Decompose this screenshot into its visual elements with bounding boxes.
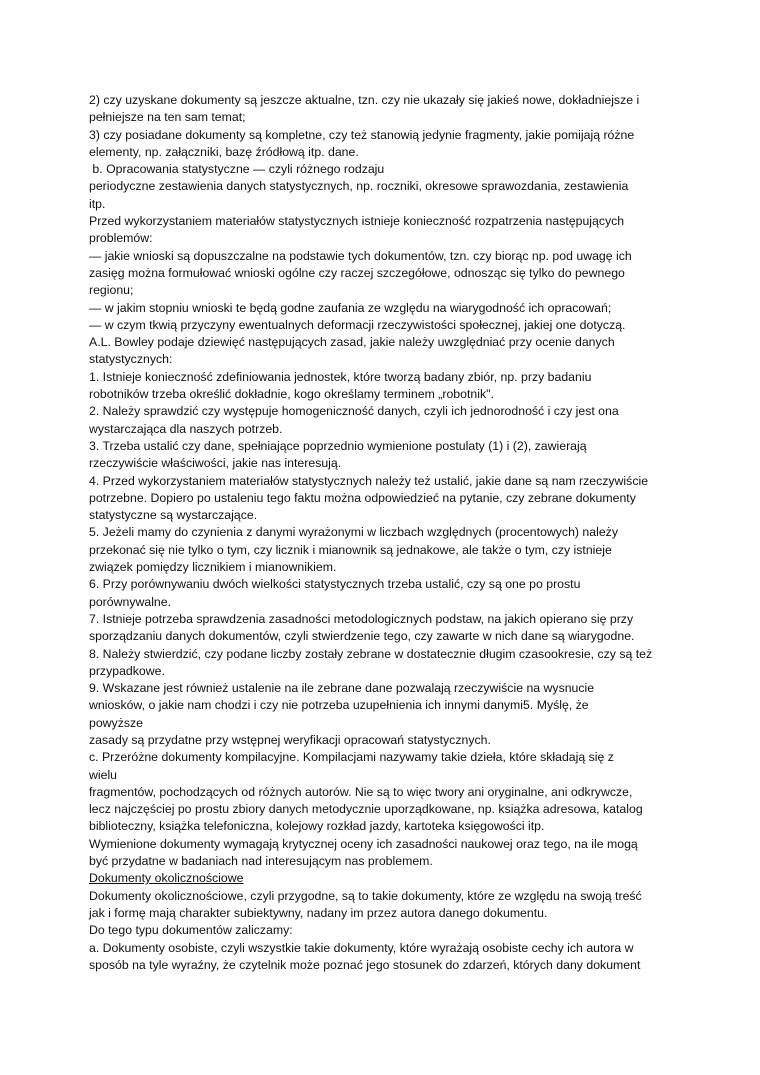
text-line: Dokumenty okolicznościowe, czyli przygodne, są to takie dokumenty, które ze względu na swoją treść xyxy=(89,888,642,903)
text-line: 4. Przed wykorzystaniem materiałów statystycznych należy też ustalić, jakie dane są nam rzeczywiście xyxy=(89,473,649,488)
text-line: pełniejsze na ten sam temat; xyxy=(89,110,246,125)
text-line: statystycznych: xyxy=(89,352,173,367)
text-line: 3) czy posiadane dokumenty są kompletne, czy też stanowią jedynie fragmenty, jakie pomijają różne xyxy=(89,127,635,142)
text-line: 8. Należy stwierdzić, czy podane liczby zostały zebrane w dostatecznie długim czasookresie, czy są też xyxy=(89,646,653,661)
text-line: związek pomiędzy licznikiem i mianownikiem. xyxy=(89,560,337,575)
text-line: 5. Jeżeli mamy do czynienia z danymi wyrażonymi w liczbach względnych (procentowych) należy xyxy=(89,525,618,540)
text-line: przekonać się nie tylko o tym, czy licznik i mianownik są jednakowe, ale także o tym, czy istnieje xyxy=(89,542,612,557)
text-line: Do tego typu dokumentów zaliczamy: xyxy=(89,923,293,938)
text-line: sporządzaniu danych dokumentów, czyli stwierdzenie tego, czy zawarte w nich dane są wiarygodne. xyxy=(89,629,635,644)
text-line: zasięg można formułować wnioski ogólne czy raczej szczegółowe, odnosząc się tylko do pewnego xyxy=(89,265,625,280)
text-line: regionu; xyxy=(89,283,134,298)
text-line: c. Przeróżne dokumenty kompilacyjne. Kompilacjami nazywamy takie dzieła, które składają się z xyxy=(89,750,614,765)
text-line: — jakie wnioski są dopuszczalne na podstawie tych dokumentów, tzn. czy biorąc np. pod uwagę ich xyxy=(89,248,632,263)
text-line: Przed wykorzystaniem materiałów statystycznych istnieje konieczność rozpatrzenia następujących xyxy=(89,214,625,229)
text-line: A.L. Bowley podaje dziewięć następujących zasad, jakie należy uwzględniać przy ocenie danych xyxy=(89,335,615,350)
text-line: itp. xyxy=(89,196,106,211)
text-line: potrzebne. Dopiero po ustaleniu tego faktu można odpowiedzieć na pytanie, czy zebrane dokumenty xyxy=(89,490,636,505)
text-line: rzeczywiście właściwości, jakie nas interesują. xyxy=(89,456,342,471)
text-line: periodyczne zestawienia danych statystycznych, np. roczniki, okresowe sprawozdania, zestawienia xyxy=(89,179,629,194)
text-line: elementy, np. załączniki, bazę źródłową itp. dane. xyxy=(89,144,359,159)
text-line: być przydatne w badaniach nad interesującym nas problemem. xyxy=(89,854,433,869)
text-line: 6. Przy porównywaniu dwóch wielkości statystycznych trzeba ustalić, czy są one po prostu xyxy=(89,577,581,592)
text-line: 3. Trzeba ustalić czy dane, spełniające poprzednio wymienione postulaty (1) i (2), zawierają xyxy=(89,438,587,453)
text-line: wniosków, o jakie nam chodzi i czy nie potrzeba uzupełnienia ich innymi danymi5. Myślę, że xyxy=(89,698,589,713)
text-line: zasady są przydatne przy wstępnej weryfikacji opracowań statystycznych. xyxy=(89,732,491,747)
text-line: problemów: xyxy=(89,231,153,246)
text-line: fragmentów, pochodzących od różnych autorów. Nie są to więc twory ani oryginalne, ani odkrywcze, xyxy=(89,784,633,799)
text-line: statystyczne są wystarczające. xyxy=(89,508,258,523)
text-line: 1. Istnieje konieczność zdefiniowania jednostek, które tworzą badany zbiór, np. przy badaniu xyxy=(89,369,592,384)
section-heading: Dokumenty okolicznościowe xyxy=(89,871,244,886)
text-line: 2) czy uzyskane dokumenty są jeszcze aktualne, tzn. czy nie ukazały się jakieś nowe, dokładniejsze i xyxy=(89,93,640,107)
text-line: 7. Istnieje potrzeba sprawdzenia zasadności metodologicznych podstaw, na jakich opierano się przy xyxy=(89,611,634,626)
text-line: powyższe xyxy=(89,715,143,730)
text-line: 2. Należy sprawdzić czy występuje homogeniczność danych, czyli ich jednorodność i czy jest ona xyxy=(89,404,619,419)
text-line: — w czym tkwią przyczyny ewentualnych deformacji rzeczywistości społecznej, jakiej one dotyczą. xyxy=(89,317,626,332)
text-line: wielu xyxy=(89,767,118,782)
text-line: robotników trzeba określić dokładnie, kogo określamy terminem „robotnik". xyxy=(89,387,494,402)
text-line: — w jakim stopniu wnioski te będą godne zaufania ze względu na wiarygodność ich opracowań; xyxy=(89,300,612,315)
text-line: a. Dokumenty osobiste, czyli wszystkie takie dokumenty, które wyrażają osobiste cechy ich autora w xyxy=(89,940,634,955)
text-line: sposób na tyle wyraźny, że czytelnik może poznać jego stosunek do zdarzeń, których dany dokument xyxy=(89,957,641,972)
text-line: b. Opracowania statystyczne — czyli różnego rodzaju xyxy=(89,162,385,177)
text-line: lecz najczęściej po prostu zbiory danych metodycznie uporządkowane, np. książka adresowa, katalog xyxy=(89,802,643,817)
text-line: biblioteczny, książka telefoniczna, kolejowy rozkład jazdy, kartoteka księgowości itp. xyxy=(89,819,545,834)
text-line: porównywalne. xyxy=(89,594,172,609)
text-line: jak i formę mają charakter subiektywny, nadany im przez autora danego dokumentu. xyxy=(89,905,548,920)
text-line: przypadkowe. xyxy=(89,663,165,678)
text-line: 9. Wskazane jest również ustalenie na ile zebrane dane pozwalają rzeczywiście na wysnucie xyxy=(89,681,595,696)
text-line: Wymienione dokumenty wymagają krytycznej oceny ich zasadności naukowej oraz tego, na ile mogą xyxy=(89,836,638,851)
text-line: wystarczająca dla naszych potrzeb. xyxy=(89,421,283,436)
document-page xyxy=(89,92,679,974)
